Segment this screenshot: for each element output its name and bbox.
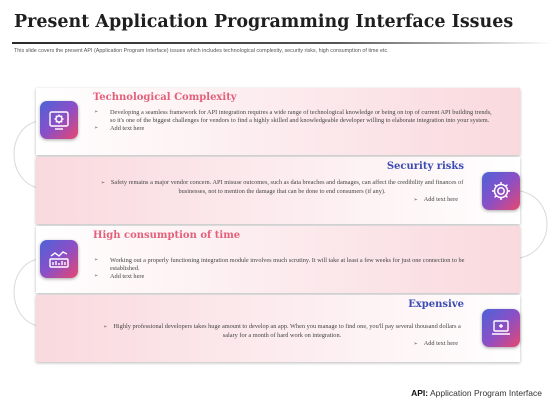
section-title: Expensive: [408, 299, 464, 310]
bullet-arrow-icon: ➢: [94, 110, 99, 115]
connector-right-1: [520, 191, 547, 258]
bullet-text: Working out a properly functioning integration module involves much scrutiny. It will take at least a few weeks for just one connection to be established.: [110, 257, 465, 273]
gear-icon: [40, 101, 78, 139]
bullet-text: Developing a seamless framework for API integration requires a wide range of technological knowledge or being on top of current API building trends, so it's one of the biggest challenges for vendors to find a highly skilled and knowledgeable developer willing to elaborate integration into your system.: [110, 109, 492, 125]
section-bullets: [94, 257, 494, 282]
section-bullets: [100, 179, 464, 206]
add-text-placeholder: Add text here: [110, 125, 145, 133]
section-title: Security risks: [386, 161, 464, 172]
bullet-text: Highly professional developers takes huge amount to develop an app. When you manage to find one, you'll pay several thousand dollars a salary for a month of hard work on integration.: [113, 323, 461, 340]
footer-meaning: Application Program Interface: [430, 388, 542, 398]
analytics-icon: [40, 240, 78, 278]
laptop-icon: [482, 309, 520, 347]
bullet-arrow-icon: ➢: [103, 325, 108, 330]
footer-definition: [411, 388, 542, 398]
add-text-placeholder: Add text here: [423, 196, 458, 204]
section-title: High consumption of time: [93, 230, 241, 241]
bullet-arrow-icon: ➢: [413, 198, 418, 204]
section-bullets: [100, 323, 464, 350]
title-divider: [12, 42, 552, 44]
bullet-arrow-icon: ➢: [94, 126, 99, 132]
section-card-technological-complexity: [36, 88, 520, 155]
connector-left-2: [14, 259, 38, 326]
section-card-security-risks: [36, 157, 520, 224]
bullet-arrow-icon: ➢: [100, 181, 105, 186]
bullet-arrow-icon: ➢: [413, 342, 418, 348]
add-text-placeholder: Add text here: [423, 340, 458, 348]
section-title: Technological Complexity: [93, 92, 237, 103]
connector-left-1: [14, 121, 38, 188]
bullet-arrow-icon: ➢: [94, 274, 99, 280]
settings-icon: [482, 172, 520, 210]
page-subtitle: This slide covers the present API (Application Program Interface) issues which includes technological complexity, security risks, high consumption of time etc.: [14, 48, 389, 54]
page-title: Present Application Programming Interface Issues: [14, 12, 514, 32]
bullet-text: Safety remains a major vendor concern. API misuse outcomes, such as data breaches and damages, can affect the credibility and finances of businesses, not to mention the damage that can be done to end consumers (if any).: [110, 179, 464, 196]
section-bullets: [94, 109, 494, 134]
add-text-placeholder: Add text here: [110, 273, 145, 281]
section-card-high-consumption-of-time: [36, 226, 520, 293]
section-card-expensive: [36, 295, 520, 362]
footer-abbreviation: API:: [411, 388, 429, 398]
bullet-arrow-icon: ➢: [94, 258, 99, 263]
